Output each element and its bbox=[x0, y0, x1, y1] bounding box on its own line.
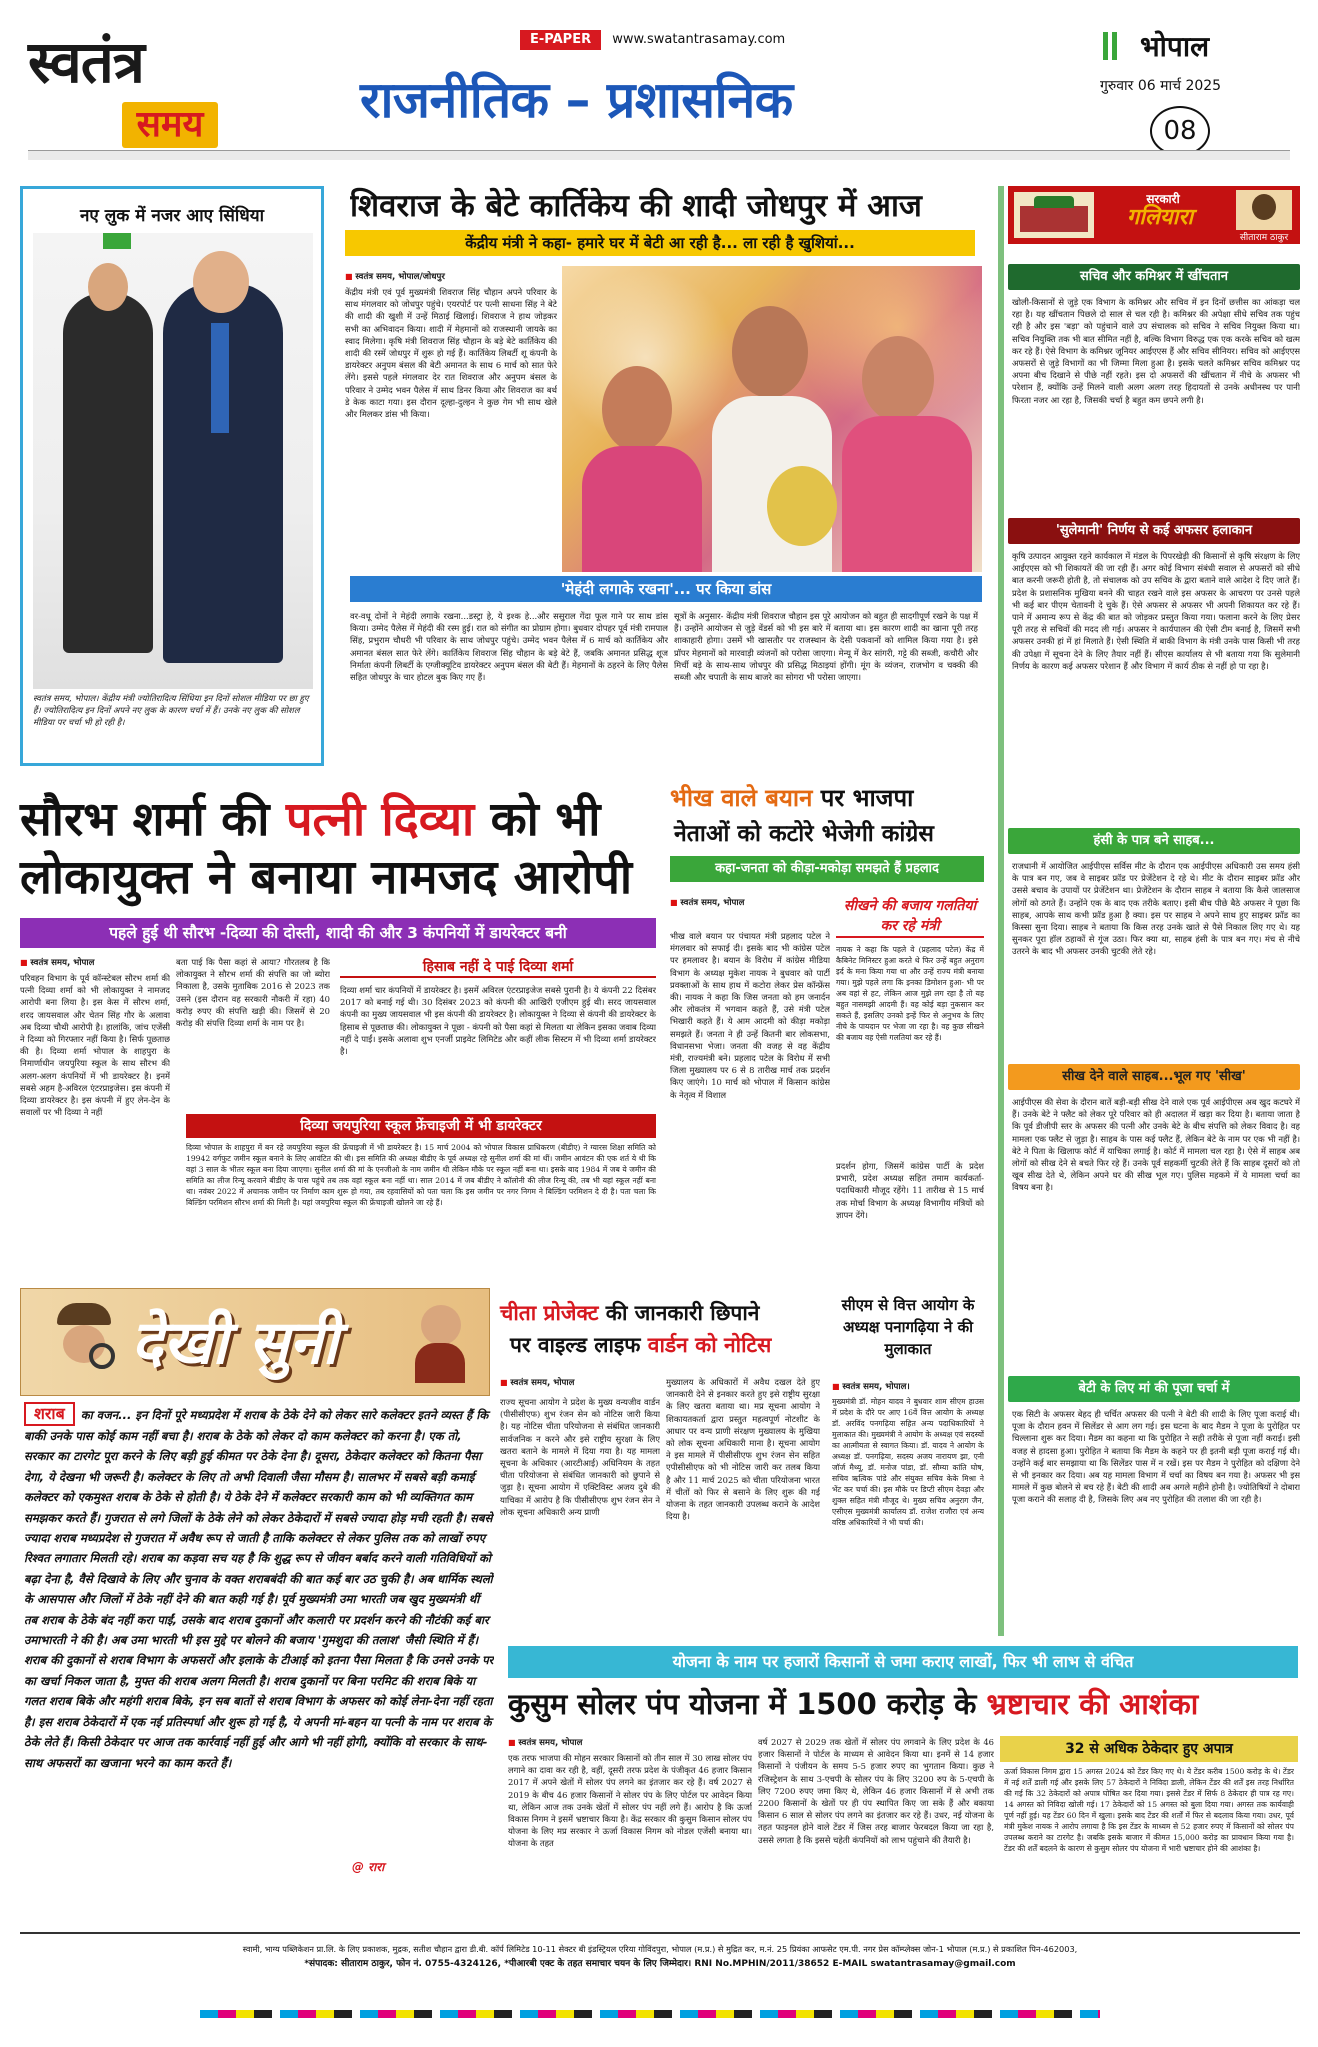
building-icon bbox=[1014, 192, 1094, 238]
cheetah-col1: राज्य सूचना आयोग ने प्रदेश के मुख्य वन्यजीव वार्डन (पीसीसीएफ) शुभ रंजन सेन को नोटिस जारी किया है। यह नोटिस चीता परियोजना से संबंधित जानकारी सार्वजनिक न करने और इसे राष्ट्रीय सुरक्षा के लिए खतरा बताने के मामले में दिया गया है। यह मामला सूचना के अधिकार (आरटीआई) अधिनियम के तहत चीता परियोजना से संबंधित जानकारी को छुपाने से जुड़ा है। सूचना आयोग में एक्टिविस्ट अजय दुबे की याचिका में आरोप है कि पीसीसीएफ शुभ रंजन सेन ने लोक सूचना अधिकारी अन्य प्राणी bbox=[500, 1397, 660, 1517]
congress-box-text: नायक ने कहा कि पहले वे (प्रहलाद पटेल) केंद्र में कैबिनेट मिनिस्टर हुआ करते थे फिर उन्हें बहुत अनुराग इर्द के मना किया गया था और उन्हें राज्य मंत्री बनाया गया। मुझे पहले लगा कि इनका डिमोशन हुआ- भी पर अब वहां से हट, लेकिन आज मुझे लग रहा है तो यह बहुत नासमझी आदमी हैं। वह कोई बड़ा नुकसान कर सकते हैं, इसलिए उनको इन्हें फिर से अनुभव के लिए नीचे के पायदान पर भेजा जा रहा है। वह कुछ सीखने की बजाय वह ऐसी गलतियां कर रहे हैं। bbox=[836, 945, 984, 1042]
galiyara-sidebar bbox=[998, 186, 1300, 1636]
sidebar-text-4: आईपीएस की सेवा के दौरान बातें बड़ी-बड़ी सीख देने वाले एक पूर्व आईपीएस अब खुद कटघरे में हैं। उनके बेटे ने फ्लैट को लेकर पूरे परिवार को ही अदालत में खड़ा कर दिया है। बताया जाता है कि पूर्व डीजीपी स्तर के अफसर की पत्नी और उनके बेटे के बीच संपत्ति को लेकर विवाद है। वह मामला एक फ्लैट से जुड़ा है। साहब के पास कई फ्लैट हैं, लेकिन बेटे के नाम पर एक भी नहीं है। बेटे ने पिता के खिलाफ कोर्ट में याचिका लगाई है। कोर्ट में मामला चल रहा है। ऐसे में साहब अब लोगों को सीख देने से बचते फिर रहे हैं। उनके पूर्व सहकर्मी चुटकी लेते हैं कि साहब दूसरों को तो खूब सीख देते थे, लेकिन अपने घर की सीख भूल गए। पुलिस महकमे में ये मामला चर्चा का विषय बना है। bbox=[1012, 1097, 1300, 1193]
finance-byline: ■ स्वतंत्र समय, भोपाल। bbox=[832, 1380, 984, 1392]
saurabh-box-text: दिव्या शर्मा चार कंपनियों में डायरेक्टर है। इसमें अविरल एंटरप्राइजेज सबसे पुरानी है। ये कंपनी 22 दिसंबर 2017 को बनाई गई थी। 30 दिसंबर 2023 को कंपनी की आखिरी एजीएम हुई थी। सरद जायसवाल कंपनी का मुख्य जायसवाल भी इस कंपनी की डायरेक्टर है। लोकायुक्त ने दिव्या से कंपनी की डायरेक्टर के हिसाब से पूछताछ की। लोकायुक्त ने पूछा - कंपनी को पैसा कहां से मिलता था लेकिन इसका जवाब दिव्या नहीं दे पाईं। इसके अलावा शुभ एनर्जी प्राइवेट लिमिटेड और कहीं लीक सिस्टम में भी दिव्या शर्मा डायरेक्टर है। bbox=[340, 985, 656, 1057]
kusum-byline: ■ स्वतंत्र समय, भोपाल bbox=[508, 1736, 708, 1748]
issue-date: गुरुवार 06 मार्च 2025 bbox=[1100, 78, 1222, 94]
mehndi-head: 'मेहंदी लगाके रखना'... पर किया डांस bbox=[350, 576, 982, 602]
finance-headline: सीएम से वित्त आयोग के अध्यक्ष पनागढ़िया ने की मुलाकात bbox=[841, 1296, 975, 1358]
saurabh-subhead: पहले हुई थी सौरभ -दिव्या की दोस्ती, शादी की और 3 कंपनियों में डायरेक्टर बनी bbox=[20, 918, 656, 948]
registration-marks bbox=[200, 2010, 1100, 2018]
school-head: दिव्या जयपुरिया स्कूल फ्रेंचाइजी में भी डायरेक्टर bbox=[186, 1114, 656, 1138]
shivraj-byline: ■ स्वतंत्र समय, भोपाल/जोधपुर bbox=[345, 270, 545, 282]
saurabh-headline-line2: लोकायुक्त ने बनाया नामजद आरोपी bbox=[20, 850, 633, 905]
sidebar-text-3: राजधानी में आयोजित आईपीएस सर्विस मीट के दौरान एक आईपीएस अधिकारी उस समय हंसी के पात्र बन गए, जब वे साइबर फ्रॉड पर प्रेजेंटेशन दे रहे थे। मीट के दौरान साइबर फ्रॉड और उससे बचाव के उपायों पर प्रेजेंटेशन था। प्रेजेंटेशन के दौरान साहब ने बताया कि कैसे जालसाज लोगों को ठगते हैं। उन्होंने एक के बाद एक तरीके बताए। इसी बीच पीछे बैठे अफसर ने पूछा कि साहब, आपके साथ कभी फ्रॉड हुआ है क्या। इस पर साहब ने अपने साथ हुए साइबर फ्रॉड का किस्सा सुना दिया। साहब ने बताया कि किस तरह उनके खाते से पैसे निकाल लिए गए थे। यह सुनकर पूरा हॉल ठहाकों से गूंज उठा। फिर क्या था, साहब हंसी के पात्र बन गए। मंच से नीचे उतरने के बाद भी अफसर उनकी चुटकी लेते रहे। bbox=[1012, 861, 1300, 957]
section-title: राजनीतिक – प्रशासनिक bbox=[360, 71, 793, 129]
shivraj-headline: शिवराज के बेटे कार्तिकेय की शादी जोधपुर में आज bbox=[350, 188, 922, 224]
kusum-headline: कुसुम सोलर पंप योजना में 1500 करोड़ के भ्रष्टाचार की आशंका bbox=[508, 1687, 1199, 1721]
saurabh-box-head: हिसाब नहीं दे पाई दिव्या शर्मा bbox=[340, 956, 656, 978]
cheetah-headline: चीता प्रोजेक्ट की जानकारी छिपाने bbox=[500, 1301, 760, 1325]
brand-line1: स्वतंत्र bbox=[28, 28, 144, 96]
congress-byline: ■ स्वतंत्र समय, भोपाल bbox=[670, 896, 830, 908]
city-name: भोपाल bbox=[1140, 30, 1210, 63]
saurabh-byline: ■ स्वतंत्र समय, भोपाल bbox=[20, 956, 170, 968]
ear-icon bbox=[411, 1305, 469, 1383]
galiyara-brand-main: गलियारा bbox=[1126, 205, 1194, 230]
sidebar-text-5: एक सिटी के अफसर बेहद ही चर्चित अफसर की पत्नी ने बेटी की शादी के लिए पूजा कराई थी। पूजा के दौरान हवन में सिलेंडर से आग लग गई। इस घटना के बाद मैडम ने पूजा के पुरोहित पर चिल्लाना शुरू कर दिया। मैडम का कहना था कि पुरोहित ने सही तरीके से पूजा नहीं कराई। इसी वजह से हादसा हुआ। पुरोहित ने बताया कि मैडम के कहने पर ही इतनी बड़ी पूजा कराई गई थी। उन्होंने कई बार समझाया था कि सिलेंडर पास में न रखें। इस पर मैडम ने पुरोहित को दक्षिणा देने से भी इनकार कर दिया। अब यह मामला विभाग में चर्चा का विषय बन गया है। अफसर भी इस मामले में कुछ बोलने से बच रहे हैं। बेटी की शादी अब अगले महीने होनी है। ज्योतिषियों ने दोबारा पूजा कराने की सलाह दी है, जिसके लिए अब नए पुरोहित की तलाश की जा रही है। bbox=[1012, 1409, 1300, 1505]
mehndi-col1: वर-वधू दोनों ने मेहंदी लगाके रखना...डस्ट्रा हे, ये इश्क हे...और ससुराल गेंदा फूल गाने पर साथ डांस किया। उम्मेद पैलेस में मेहंदी की रस्म हुई। रात को संगीत का प्रोग्राम होगा। बुधवार दोपहर पूर्व मंत्री रामपाल सिंह, प्रभुराम चौधरी भी परिवार के साथ जोधपुर पहुंचे। उम्मेद भवन पैलेस में 6 मार्च को कार्तिकेय और अमानत बंसल सात फेरे लेंगे। कार्तिकेय शिवराज सिंह चौहान के बड़े बेटे हैं, जबकि अमानत प्रसिद्ध शूज निर्माता कंपनी लिबर्टी के एग्जीक्यूटिव डायरेक्टर अनुपम बंसल की बेटी हैं। मेहमानों के ठहरने के लिए पैलेस सहित जोधपुर के चार होटल बुक किए गए हैं। bbox=[350, 611, 668, 683]
scindia-title: नए लुक में नजर आए सिंधिया bbox=[80, 206, 264, 226]
cheetah-headline-line2: पर वाइल्ड लाइफ वार्डन को नोटिस bbox=[510, 1333, 772, 1357]
congress-headline: भीख वाले बयान पर भाजपा bbox=[670, 784, 914, 812]
sidebar-head-4: सीख देने वाले साहब...भूल गए 'सीख' bbox=[1008, 1064, 1300, 1090]
congress-subhead: कहा-जनता को कीड़ा-मकोड़ा समझते हैं प्रहलाद bbox=[670, 856, 984, 882]
congress-col2: प्रदर्शन होगा, जिसमें कांग्रेस पार्टी के प्रदेश प्रभारी, प्रदेश अध्यक्ष सहित तमाम कार्यकर्ता-पदाधिकारी मौजूद रहेंगे। 11 तारीख से 15 मार्च तक मोर्चा विभाग के अध्यक्ष विभागीय मंत्रियों को ज्ञापन देंगे। bbox=[836, 1161, 984, 1220]
masthead-rule bbox=[28, 150, 1290, 160]
city-bars-icon bbox=[1103, 32, 1125, 62]
epaper-bar bbox=[520, 28, 1000, 48]
mehndi-col2: सूत्रों के अनुसार- केंद्रीय मंत्री शिवराज चौहान इस पूरे आयोजन को बहुत ही सादगीपूर्ण रखने के पक्ष में हैं। उन्होंने आयोजन से जुड़े वेंडर्स को भी इस बारे में बताया था। इस कारण शादी का खाना पूरी तरह शाकाहारी होगा। उसमें भी खासतौर पर राजस्थान के देसी पकवानों को शामिल किया गया है। इसे प्रॉपर मेहमानों को मारवाड़ी व्यंजनों को परोसा जाएगा। मेन्यू में केर सांगरी, गट्टे की सब्जी, कचौरी और मिर्ची बड़े के साथ-साथ जोधपुर की प्रसिद्ध मिठाइयां होंगी। मूंग के व्यंजन, राजभोग व चक्की की सब्जी और चपाती के साथ बाजरे का सोगरा भी परोसा जाएगा। bbox=[674, 611, 978, 683]
brand-line2: समय bbox=[122, 102, 218, 148]
finance-body: मुख्यमंत्री डॉ. मोहन यादव ने बुधवार शाम सीएम हाउस में प्रदेश के दौरे पर आए 16वें वित्त आयोग के अध्यक्ष डॉ. अरविंद पनगढ़िया सहित अन्य पदाधिकारियों ने मुलाकात की। मुख्यमंत्री ने आयोग के अध्यक्ष एवं सदस्यों का आत्मीयता से स्वागत किया। डॉ. यादव ने आयोग के अध्यक्ष डॉ. पनगढ़िया, सदस्य अजय नारायण झा, एनी जॉर्ज मैथ्यू, डॉ. मनोज पांडा, डॉ. सौम्या कांति घोष, सचिव ऋत्विक पांडे और संयुक्त सचिव केके मिश्रा ने भेंट कर चर्चा की। इस मौके पर डिप्टी सीएम देवड़ा और शुक्ल सहित मंत्री मौजूद थे। मुख्य सचिव अनुराग जैन, एसीएस मुख्यमंत्री कार्यालय डॉ. राजेश राजौरा एवं अन्य वरिष्ठ अधिकारियों ने भी चर्चा की। bbox=[832, 1397, 984, 1527]
kusum-col1: एक तरफ भाजपा की मोहन सरकार किसानों को तीन साल में 30 लाख सोलर पंप लगाने का दावा कर रही है, वहीं, दूसरी तरफ प्रदेश के पंजीकृत 46 हजार किसान 2017 में अपने खेतों में सोलर पंप लगने का इंतजार कर रहे हैं। वर्ष 2027 से 2019 के बीच 46 हजार किसानों ने सोलर पंप के लिए पोर्टल पर आवेदन किया था, लेकिन आज तक उनके खेतों में सोलर पंप नहीं लगे हैं। आरोप है कि ऊर्जा विकास निगम ने इसमें भ्रष्टाचार किया है। केंद्र सरकार की कुसुम किसान सोलर पंप योजना के लिए मप्र सरकार ने ऊर्जा विकास निगम को नोडल एजेंसी बनाया था। योजना के तहत bbox=[508, 1753, 752, 1849]
congress-col1: भीख वाले बयान पर पंचायत मंत्री प्रहलाद पटेल ने मंगलवार को सफाई दी। इसके बाद भी कांग्रेस पटेल पर हमलावर है। बयान के विरोध में कांग्रेस मीडिया विभाग के अध्यक्ष मुकेश नायक ने बुधवार को पार्टी प्रवक्ताओं के साथ हाथ में कटोरा लेकर प्रेस कॉन्फ्रेंस की। नायक ने कहा कि जिस जनता को हम जनार्दन और लोकतंत्र में भगवान कहते हैं, उसे मंत्री पटेल भिखारी कहते हैं। ये आम आदमी को कीड़ा मकोड़ा समझते हैं। जनता ने ही उन्हें कितनी बार लोकसभा, विधानसभा भेजा। जनता की वजह से वह केंद्रीय मंत्री, राज्यमंत्री बने। प्रहलाद पटेल के विरोध में सभी जिला मुख्यालय पर 6 से 8 तारीख मार्च तक प्रदर्शन किए जाएंगे। 10 मार्च को भोपाल में किसान कांग्रेस के नेतृत्व में विशाल bbox=[670, 931, 830, 1100]
dekhi-suni-body: शराब का वजन... इन दिनों पूरे मध्यप्रदेश में शराब के ठेके देने को लेकर सारे कलेक्टर इतने व्यस्त हैं कि बाकी उनके पास कोई काम नहीं बचा है। शराब के ठेके को लेकर दो काम कलेक्टर को करना है। एक तो, सरकार का टारगेट पूरा करने के लिए बड़ी हुई कीमत पर ठेके देना है। दूसरा, ठेकेदार कलेक्टर को कितना पैसा देगा, ये देखना भी जरूरी है। कलेक्टर के लिए तो अभी दिवाली जैसा मौसम है। सालभर में सबसे बड़ी कमाई कलेक्टर को एकमुश्त शराब के ठेके से होती है। ये ठेके देने में कलेक्टर सरकारी काम को भी व्यक्तिगत काम समझकर करते हैं। गुजरात से लगे जिलों के ठेके लेने को लेकर ठेकेदारों में सबसे ज्यादा होड़ मची रहती है। सबसे ज्यादा शराब मध्यप्रदेश से गुजरात में अवैध रूप से जाती है ताकि कलेक्टर से लेकर पुलिस तक को लाखों रुपए रिश्वत लगातार मिलती रहे। शराब का कड़वा सच यह है कि शुद्ध रूप से जीवन बर्बाद करने वाली गतिविधियों को बढ़ा देना है, वैसे दिखावे के लिए और चुनाव के वक्त शराबबंदी की बात कई बार उठ चुकी है। अब धार्मिक स्थलों के आसपास और जिलों में ठेके नहीं देने की बात कही गई है। पूर्व मुख्यमंत्री उमा भारती जब खुद मुख्यमंत्री थीं तब शराब के ठेके बंद नहीं करा पाईं, उसके बाद शराब दुकानों और कलारी पर प्रदर्शन करने की नौटंकी कई बार उमाभारती ने की है। अब उमा भारती भी इस मुद्दे पर बोलने की बजाय 'गुमशुदा की तलाश' जैसी स्थिति में हैं। शराब की दुकानों से शराब विभाग के अफसरों और इलाके के टीआई को इतना पैसा मिलता है कि उनसे उनके पर का खर्चा निकल जाता है, मुफ्त की शराब अलग मिलती है। शराब दुकानों पर बिना परमिट की शराब बिके या गलत शराब बिके और महंगी शराब बिके, इन सब बातों से शराब विभाग के अफसर को कोई लेना-देना नहीं रहता है। इस शराब ठेकेदारों में एक नई प्रतिस्पर्धा और शुरू हो गई है, ये अपनी मां-बहन या पत्नी के नाम पर शराब के ठेके लेते हैं। किसी ठेकेदार पर आज तक कार्रवाई नहीं हुई और आगे भी नहीं होगी, क्योंकि वो सरकार के साथ-साथ अफसरों का खजाना भरने का काम करते हैं। bbox=[24, 1404, 494, 1770]
cheetah-byline: ■ स्वतंत्र समय, भोपाल bbox=[500, 1376, 660, 1388]
galiyara-author: सीताराम ठाकुर bbox=[1239, 233, 1289, 243]
school-text: दिव्या भोपाल के शाहपुरा में बन रहे जयपुरिया स्कूल की फ्रेंचाइजी में भी डायरेक्टर है। 15 मार्च 2004 को भोपाल विकास प्राधिकरण (बीडीए) ने ग्यारस शिक्षा समिति को 19942 वर्गफुट जमीन स्कूल बनाने के लिए आवंटित की थी। इस समिति की अध्यक्ष बीडीए के पूर्व अध्यक्ष रहे सुनील शर्मा की मां थीं। जमीन आवंटन की एक शर्त ये थी कि वहां 3 साल के भीतर स्कूल बना दिया जाएगा। सुनील शर्मा की मां के एनजीओ के नाम जमीन थी लेकिन मौके पर स्कूल नहीं बना था। इसके बाद 1984 में जब ये जमीन की समिति का लीज रिन्यू करवाने बीडीए के पास पहुंचे तब तक वहां स्कूल बना नहीं था। साल 2014 में जब बीडीए ने कॉलोनी की लीज रिन्यू की, तब भी यहां स्कूल नहीं बना था। नवंबर 2022 में अचानक जमीन पर निर्माण काम शुरू हो गया, तब रहवासियों को पता चला कि इस जमीन पर नगर निगम ने बिल्डिंग परमिशन दे दी है। पता चला कि बिल्डिंग परमिशन सौरभ शर्मा की मिली है। यहां जयपुरिया स्कूल की फ्रेंचाइजी खोलने जा रहे हैं। bbox=[186, 1143, 656, 1207]
congress-headline-line2: नेताओं को कटोरे भेजेगी कांग्रेस bbox=[674, 821, 934, 847]
sidebar-head-3: हंसी के पात्र बने साहब... bbox=[1008, 828, 1300, 854]
sidebar-head-5: बेटी के लिए मां की पूजा चर्चा में bbox=[1008, 1376, 1300, 1402]
footer-rule bbox=[20, 1932, 1300, 1934]
dekhi-suni-signature: @ रारा bbox=[352, 1860, 385, 1874]
scindia-box bbox=[20, 186, 324, 766]
shivraj-wedding-photo bbox=[562, 266, 982, 572]
kusum-box-text: ऊर्जा विकास निगम द्वारा 15 अगस्त 2024 को टेंडर किए गए थे। ये टेंडर करीब 1500 करोड़ के थे। टेंडर में नई शर्तें डाली गई और इसके लिए 57 ठेकेदारों ने निविदा डाली, लेकिन टेंडर की शर्तें इस तरह निर्धारित की गई कि 32 ठेकेदारों को अपात्र घोषित कर दिया गया। इससे टेंडर में सिर्फ 8 ठेकेदार ही पात्र रह गए। 14 अगस्त को निविदा खोली गई। 17 ठेकेदारों को 15 अगस्त को बुला दिया गया। अगस्त तक कार्यवाही पूर्ण नहीं हुई। यह टेंडर 60 दिन में खुला। इसके बाद टेंडर की शर्तों में फिर से बदलाव किया गया। उधर, पूर्व मंत्री मुकेश नायक ने आरोप लगाया है कि इस टेंडर के माध्यम से 52 हजार रुपए में किसानों को सोलर पंप उपलब्ध कराने का टारगेट है। जबकि इसके बाजार में कीमत 15,000 करोड़ का प्रावधान किया गया है। टेंडर की शर्तें बदलने के कारण से कुसुम सोलर पंप योजना में भारी भ्रष्टाचार होने की आशंका है। bbox=[1004, 1767, 1294, 1853]
galiyara-header bbox=[1008, 186, 1300, 244]
sidebar-head-1: सचिव और कमिश्नर में खींचतान bbox=[1008, 264, 1300, 290]
scindia-photo bbox=[33, 233, 313, 689]
cheetah-col2: मुख्यालय के अधिकारों में अवैध दखल देते हुए जानकारी देने से इनकार करते हुए इसे राष्ट्रीय सुरक्षा के लिए खतरा बताया था। मप्र सूचना आयोग ने शिकायतकर्ता द्वारा प्रस्तुत महत्वपूर्ण नोटशीट के आधार पर वन्य प्राणी संरक्षण मुख्यालय के मुखिया को लोक सूचना अधिकारी माना है। सूचना आयोग ने इस मामले में पीसीसीएफ शुभ रंजन सेन सहित एपीसीसीएफ को भी नोटिस जारी कर तलब किया है और 11 मार्च 2025 को चीता परियोजना भारत में चीतों को फिर से बसाने के लिए शुरू की गई योजना के तहत जानकारी उपलब्ध कराने के आदेश दिया है। bbox=[666, 1377, 820, 1522]
saurabh-col2: बता पाई कि पैसा कहां से आया? गौरतलब है कि लोकायुक्त ने सौरभ शर्मा की संपत्ति का जो ब्योरा निकाला है, उसके मुताबिक 2016 से 2023 तक उसने (इस दौरान वह सरकारी नौकरी में रहा) 40 करोड़ रुपए की संपत्ति खड़ी की। जिसमें से 20 करोड़ की संपत्ति दिव्या शर्मा के नाम पर है। bbox=[176, 957, 330, 1029]
footer-imprint bbox=[20, 1942, 1300, 1972]
masthead bbox=[0, 0, 1318, 150]
saurabh-col1: परिवहन विभाग के पूर्व कॉन्स्टेबल सौरभ शर्मा की पत्नी दिव्या शर्मा को भी लोकायुक्त ने नामजद आरोपी बना लिया है। इस केस में सौरभ शर्मा, शरद जायसवाल और चेतन सिंह गौर के अलावा अब दिव्या चौथी आरोपी है। हालांकि, जांच एजेंसी ने दिव्या को गिरफ्तार नहीं किया है। सिर्फ पूछताछ की है। दिव्या शर्मा भोपाल के शाहपुरा के निमार्णाधीन जयपुरिया स्कूल के साथ सौरभ की अलग-अलग कंपनियों में भी डायरेक्टर है। इनमें सबसे अहम है-अविरल एंटरप्राइजेस। इस कंपनी में दिव्या डायरेक्टर है। इस कंपनी में हुए लेन-देन के सवालों पर भी दिव्या ने नहीं bbox=[20, 973, 170, 1118]
sidebar-text-1: खोली-किसानों से जुड़े एक विभाग के कमिश्नर और सचिव में इन दिनों छत्तीस का आंकड़ा चल रहा है। यह खींचतान पिछले दो साल से चल रही है। कमिश्नर की अपेक्षा सीधे सचिव तक पहुंच रही है और इस 'बड़ा' को पहुंचाने वाले उप संचालक को सचिव ने सचिव नियुक्त किया था। सचिव नियुक्ति तक भी बात सीमित नहीं है, बल्कि विभाग विरुद्ध एक एक करके सचिव को खत्म कर रहे हैं। ऐसे विभाग के कमिश्नर जूनियर आईएएस हैं और सचिव सीनियर। सचिव को आईएएस अफसरों से जुड़े विभागों का भी जिम्मा मिला हुआ है। इसके चलते कमिश्नर सचिव कमिश्नर पद अपना बीच दिखाने से पीछे नहीं रहते। इस दो अफसरों की खींचतान में नीचे के अफसर भी परेशान हैं, क्योंकि उन्हें मिलने वाली अलग अलग तरह हिदायतों से उनके अधीनस्थ पर पानी फिरता नजर आ रहा है, जिसकी चर्चा है बहुत कम छपने लगी है। bbox=[1012, 297, 1300, 405]
kusum-box-head: 32 से अधिक ठेकेदार हुए अपात्र bbox=[1000, 1736, 1298, 1762]
sidebar-head-2: 'सुलेमानी' निर्णय से कई अफसर हलाकान bbox=[1008, 518, 1300, 544]
dekhi-suni-title: देखी सुनी bbox=[131, 1308, 338, 1378]
sidebar-text-2: कृषि उत्पादन आयुक्त रहने कार्यकाल में मंडल के पिपरखेड़ी की किसानों से कृषि संरक्षण के लिए आईएएस को भी शिकायतें की जा रही हैं। अगर कोई विभाग संबंधी सवाल से अफसरों को सीधे बात करनी जरूरी होती है, तो संचालक को उप सचिव के द्वारा बताने वाले आदेश दे दिए जाते हैं। प्रदेश के प्रशासनिक मुखिया बनने की चाहत रखने वाले इस अफसर के आचरण पर उनसे पहले भी कई बार पीएम चेतावनी दे चुके हैं। ऐसे अफसर से अफसर भी अपनी शिकायत कर रहे हैं। पाने में अमान्य रूप से केंद्र की बात को जोड़कर प्रस्तुत किया गया। फलाना करने के लिए प्रेसर पूरी तरह से सचिवों की मदद ली गई। अफसर ने कार्यपालन की ऐसी टीम बनाई है, जिसमें सभी अफसर उनकी हां में हां मिलाते हैं। ऐसी स्थिति में बाकी विभाग के मंत्री उनके पास किसी भी तरह की उपेक्षा में सूचना देने के लिए तैयार नहीं हैं। सीएस कार्यालय से भी बताया गया कि सुलेमानी निर्णय के कारण कई अफसर परेशान हैं और विभाग में कार्य ठीक से नहीं हो पा रहा है। bbox=[1012, 551, 1300, 671]
footer-line1: स्वामी, भाग्य पब्लिकेशन प्रा.लि. के लिए प्रकाशक, मुद्रक, सतीश चौहान द्वारा डी.बी. कॉर्प लिमिटेड 10-11 सेक्टर बी इंडस्ट्रियल एरिया गोविंदपुरा, भोपाल (म.प्र.) से मुद्रित कर, म.नं. 25 प्रियंका आफसेट एम.पी. नगर प्रेस कॉम्प्लेक्स जोन-1 भोपाल (म.प्र.) से प्रकाशित पिन-462003, bbox=[242, 1944, 1078, 1954]
kusum-banner: योजना के नाम पर हजारों किसानों से जमा कराए लाखों, फिर भी लाभ से वंचित bbox=[508, 1646, 1298, 1678]
shivraj-subhead: केंद्रीय मंत्री ने कहा- हमारे घर में बेटी आ रही है... ला रही है खुशियां... bbox=[345, 230, 975, 256]
brand-logo bbox=[28, 30, 218, 150]
website-link[interactable]: www.swatantrasamay.com bbox=[612, 32, 786, 47]
saurabh-headline: सौरभ शर्मा की पत्नी दिव्या को भी bbox=[20, 792, 601, 847]
dekhi-suni-banner bbox=[20, 1288, 490, 1396]
footer-line2: *संपादक: सीताराम ठाकुर, फोन नं. 0755-4324126, *पीआरबी एक्ट के तहत समाचार चयन के लिए जिम्मेदार। RNI No.MPHIN/2011/38652 E-MAIL swatantrasamay@gmail.com bbox=[304, 1959, 1016, 1969]
dekhi-suni-lead: शराब bbox=[24, 1402, 75, 1426]
scindia-caption: स्वतंत्र समय, भोपाल। केंद्रीय मंत्री ज्योतिरादित्य सिंधिया इन दिनों सोशल मीडिया पर छा हुए हैं। ज्योतिरादित्य इन दिनों अपने नए लुक के कारण चर्चा में हैं। उनके नए लुक की सोशल मीडिया पर चर्चा भी हो रही है। bbox=[33, 694, 309, 728]
page-number: 08 bbox=[1150, 106, 1210, 156]
epaper-label: E-PAPER bbox=[520, 30, 601, 50]
shivraj-body: केंद्रीय मंत्री एवं पूर्व मुख्यमंत्री शिवराज सिंह चौहान अपने परिवार के साथ मंगलवार को जोधपुर पहुंचे। एयरपोर्ट पर पत्नी साधना सिंह ने बेटे की शादी की खुशी में उन्हें मिठाई खिलाई। शिवराज ने हाथ जोड़कर सभी का अभिवादन किया। शादी में मेहमानों को राजस्थानी जायके का स्वाद मिलेगा। कृषि मंत्री शिवराज सिंह चौहान के बड़े बेटे कार्तिकेय की शादी की रस्में जोधपुर में शुरू हो गई हैं। कार्तिकेय लिबर्टी शू कंपनी के डायरेक्टर अनुपम बंसल की बेटी अमानत के साथ 6 मार्च को सात फेरे लेंगे। इससे पहले मंगलवार देर रात शिवराज और अनुपम बंसल के परिवार ने उम्मेद भवन पैलेस में साथ डिनर किया और शिवराज का बर्थ डे केक काटा गया। इस दौरान दूल्हा-दुल्हन ने कुछ गेम भी साथ खेले और मिलकर डांस भी किया। bbox=[345, 287, 557, 420]
detective-icon bbox=[49, 1303, 119, 1383]
congress-box-head: सीखने की बजाय गलतियां कर रहे मंत्री bbox=[836, 896, 984, 938]
author-avatar bbox=[1236, 190, 1292, 230]
galiyara-brand-small: सरकारी bbox=[1146, 192, 1180, 206]
kusum-col2: वर्ष 2027 से 2029 तक खेतों में सोलर पंप लगवाने के लिए प्रदेश के 46 हजार किसानों ने पोर्टल के माध्यम से आवेदन किया था। इनमें से 14 हजार किसानों ने पंजीयन के समय 5-5 हजार रुपए का भुगतान किया। कुछ ने रजिस्ट्रेशन के साथ 3-एचपी के सोलर पंप के लिए 3200 रुप के 5-एचपी के लिए 7200 रुपए जमा किए थे, लेकिन 46 हजार किसानों में से अभी तक 2200 किसानों के खेतों पर ही पंप स्थापित किए जा सके हैं और बकाया किसान 6 साल से सोलर पंप लगने का इंतजार कर रहे हैं। उधर, नई योजना के तहत फाइनल होने वाले टेंडर में जिस तरह बाजार फेरबदल किया जा रहा है, उससे लगता है कि इससे चहेती कंपनियों को लाभ पहुंचाने की तैयारी है। bbox=[758, 1737, 994, 1845]
